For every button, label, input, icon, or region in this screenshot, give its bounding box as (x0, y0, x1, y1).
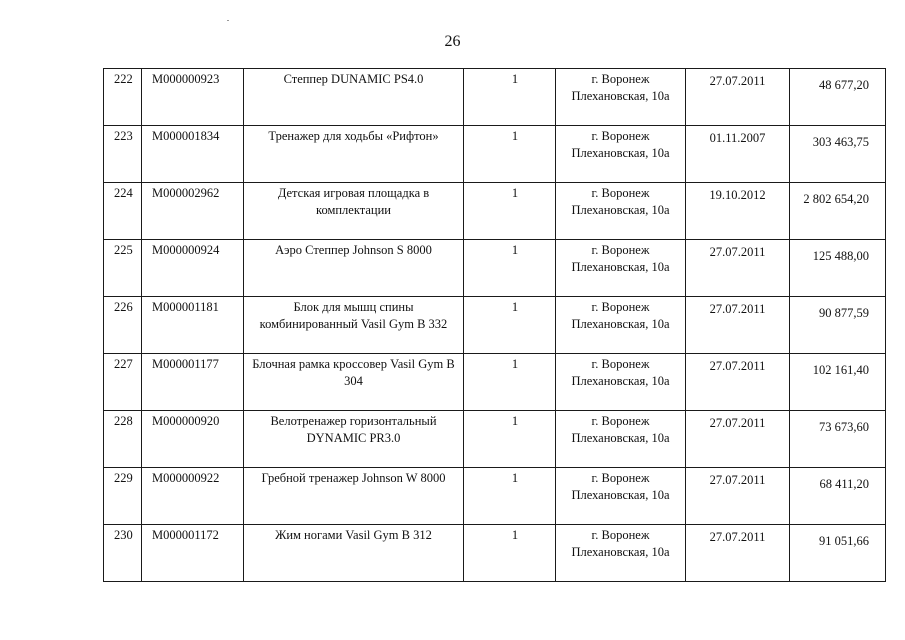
address-city: г. Воронеж (591, 471, 650, 485)
amount-cell: 73 673,60 (790, 411, 886, 468)
date-cell: 27.07.2011 (686, 69, 790, 126)
item-name-cell: Блок для мышц спины комбинированный Vasil Gym B 332 (244, 297, 464, 354)
date-cell: 27.07.2011 (686, 240, 790, 297)
inventory-code-cell: М000002962 (142, 183, 244, 240)
amount-cell: 90 877,59 (790, 297, 886, 354)
address-cell (556, 183, 686, 240)
date-cell: 27.07.2011 (686, 297, 790, 354)
quantity-cell: 1 (464, 297, 556, 354)
amount-cell: 2 802 654,20 (790, 183, 886, 240)
address-street: Плехановская, 10а (571, 145, 670, 160)
table-row (104, 69, 886, 126)
table-row (104, 468, 886, 525)
date-cell: 27.07.2011 (686, 525, 790, 582)
address-city: г. Воронеж (591, 357, 650, 371)
row-number-cell: 227 (104, 354, 142, 411)
item-name-cell: Степпер DUNAMIC PS4.0 (244, 69, 464, 126)
address-street: Плехановская, 10а (571, 430, 670, 445)
item-name-cell: Аэро Степпер Johnson S 8000 (244, 240, 464, 297)
address-street: Плехановская, 10а (571, 259, 670, 274)
address-cell (556, 354, 686, 411)
inventory-code-cell: М000001181 (142, 297, 244, 354)
date-cell: 27.07.2011 (686, 411, 790, 468)
table-row (104, 126, 886, 183)
quantity-cell: 1 (464, 525, 556, 582)
date-cell: 27.07.2011 (686, 354, 790, 411)
row-number-cell: 225 (104, 240, 142, 297)
scan-mark (227, 20, 229, 21)
row-number-cell: 222 (104, 69, 142, 126)
inventory-code-cell: М000000922 (142, 468, 244, 525)
inventory-code-cell: М000001834 (142, 126, 244, 183)
amount-cell: 91 051,66 (790, 525, 886, 582)
address-city: г. Воронеж (591, 300, 650, 314)
address-city: г. Воронеж (591, 414, 650, 428)
address-street: Плехановская, 10а (571, 487, 670, 502)
table-row (104, 240, 886, 297)
item-name-cell: Тренажер для ходьбы «Рифтон» (244, 126, 464, 183)
address-city: г. Воронеж (591, 528, 650, 542)
date-cell: 01.11.2007 (686, 126, 790, 183)
row-number-cell: 228 (104, 411, 142, 468)
address-cell (556, 297, 686, 354)
date-cell: 27.07.2011 (686, 468, 790, 525)
date-cell: 19.10.2012 (686, 183, 790, 240)
address-cell (556, 411, 686, 468)
address-street: Плехановская, 10а (571, 88, 670, 103)
inventory-table-body (104, 69, 886, 582)
address-city: г. Воронеж (591, 243, 650, 257)
amount-cell: 125 488,00 (790, 240, 886, 297)
quantity-cell: 1 (464, 240, 556, 297)
item-name-cell: Блочная рамка кроссовер Vasil Gym B 304 (244, 354, 464, 411)
table-row (104, 525, 886, 582)
inventory-code-cell: М000001172 (142, 525, 244, 582)
table-row (104, 354, 886, 411)
row-number-cell: 223 (104, 126, 142, 183)
address-street: Плехановская, 10а (571, 316, 670, 331)
quantity-cell: 1 (464, 183, 556, 240)
amount-cell: 303 463,75 (790, 126, 886, 183)
address-cell (556, 126, 686, 183)
amount-cell: 102 161,40 (790, 354, 886, 411)
quantity-cell: 1 (464, 69, 556, 126)
row-number-cell: 230 (104, 525, 142, 582)
inventory-table-container (103, 68, 886, 582)
quantity-cell: 1 (464, 411, 556, 468)
table-row (104, 183, 886, 240)
row-number-cell: 226 (104, 297, 142, 354)
quantity-cell: 1 (464, 468, 556, 525)
item-name-cell: Жим ногами Vasil Gym B 312 (244, 525, 464, 582)
item-name-cell: Детская игровая площадка в комплектации (244, 183, 464, 240)
address-cell (556, 468, 686, 525)
inventory-code-cell: М000001177 (142, 354, 244, 411)
table-row (104, 411, 886, 468)
item-name-cell: Гребной тренажер Johnson W 8000 (244, 468, 464, 525)
address-street: Плехановская, 10а (571, 544, 670, 559)
row-number-cell: 229 (104, 468, 142, 525)
address-city: г. Воронеж (591, 72, 650, 86)
inventory-code-cell: М000000920 (142, 411, 244, 468)
page-number: 26 (444, 33, 461, 50)
quantity-cell: 1 (464, 126, 556, 183)
inventory-table (103, 68, 886, 582)
quantity-cell: 1 (464, 354, 556, 411)
item-name-cell: Велотренажер горизонтальный DYNAMIC PR3.0 (244, 411, 464, 468)
address-street: Плехановская, 10а (571, 202, 670, 217)
inventory-code-cell: М000000923 (142, 69, 244, 126)
amount-cell: 48 677,20 (790, 69, 886, 126)
table-row (104, 297, 886, 354)
inventory-code-cell: М000000924 (142, 240, 244, 297)
address-city: г. Воронеж (591, 129, 650, 143)
address-cell (556, 525, 686, 582)
address-city: г. Воронеж (591, 186, 650, 200)
address-cell (556, 240, 686, 297)
row-number-cell: 224 (104, 183, 142, 240)
amount-cell: 68 411,20 (790, 468, 886, 525)
address-cell (556, 69, 686, 126)
address-street: Плехановская, 10а (571, 373, 670, 388)
